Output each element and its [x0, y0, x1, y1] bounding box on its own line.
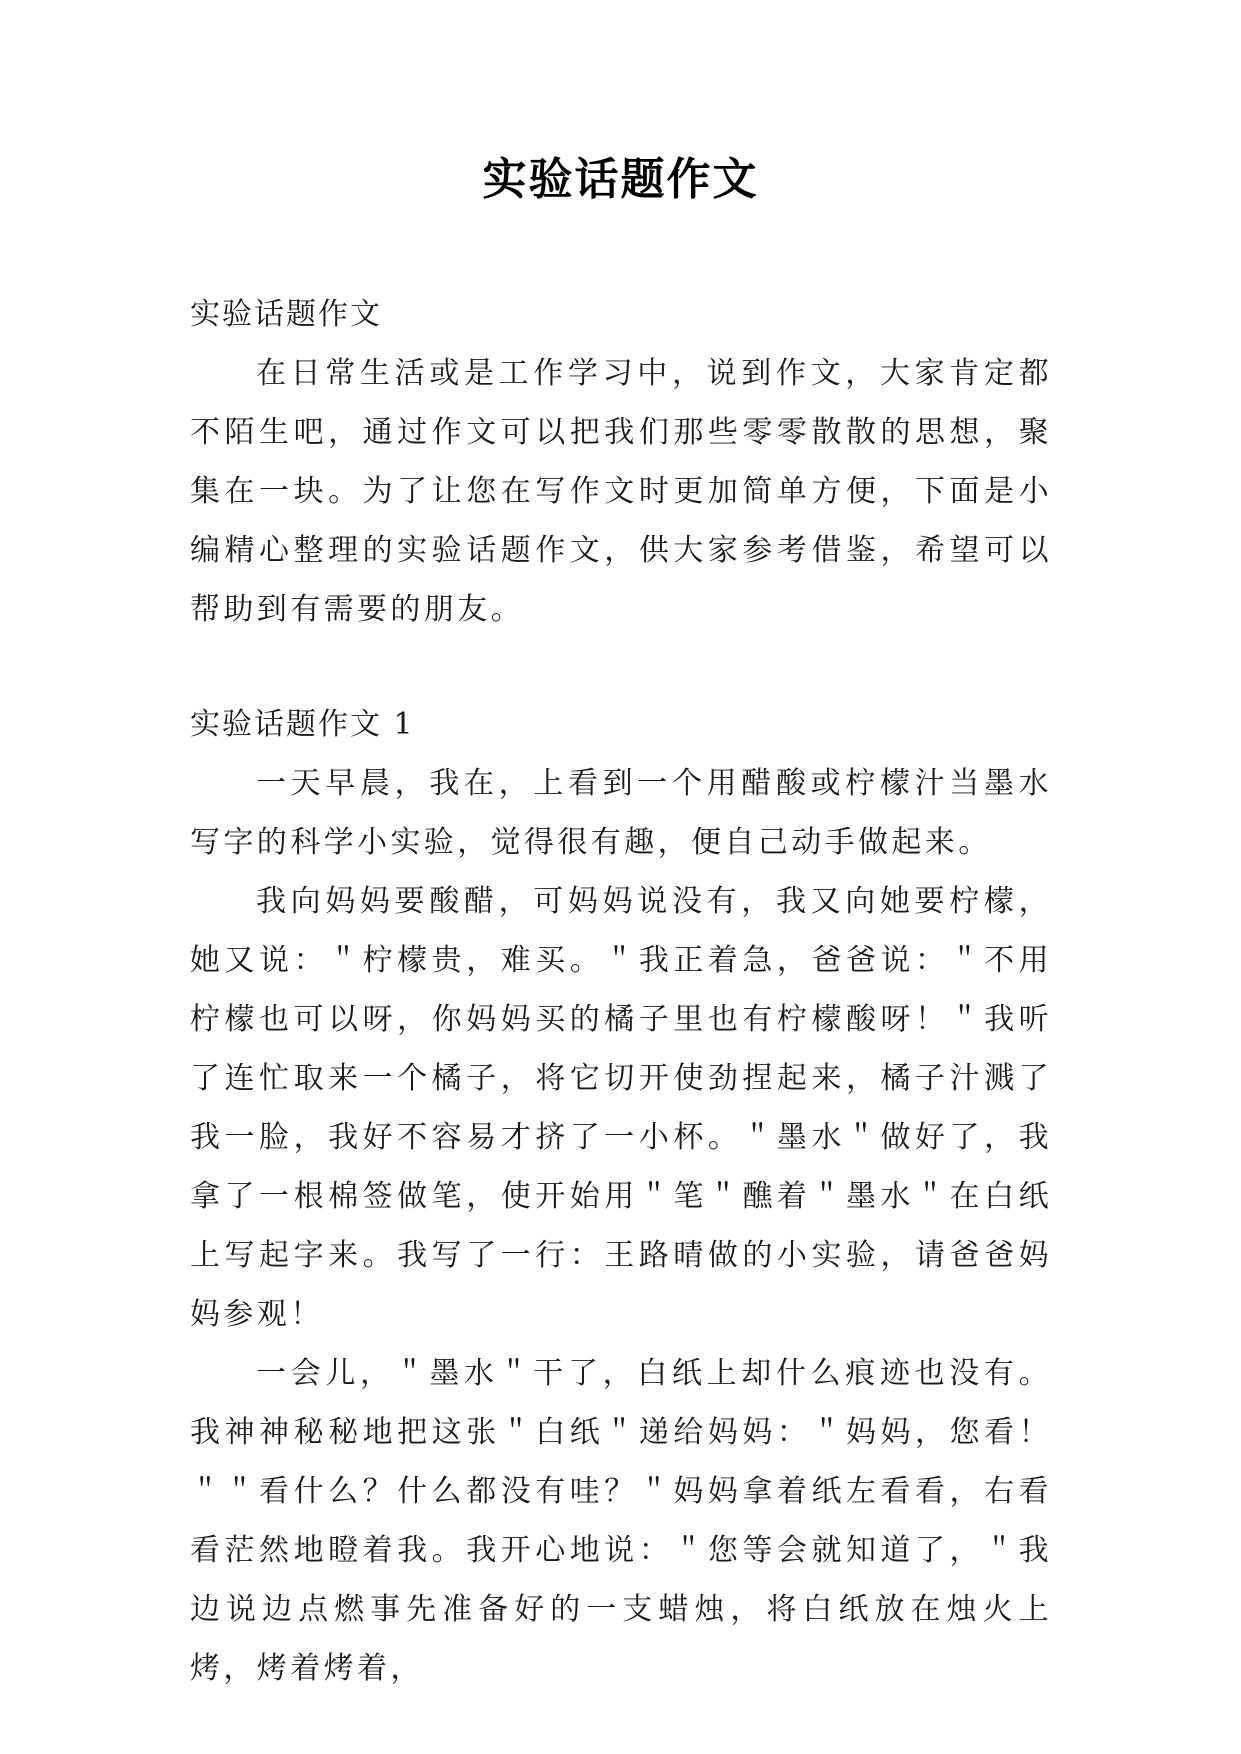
document-subtitle: 实验话题作文 — [190, 297, 382, 332]
body-paragraph: 我向妈妈要酸醋，可妈妈说没有，我又向她要柠檬，她又说：＂柠檬贵，难买。＂我正着急，爸爸说：＂不用柠檬也可以呀，你妈妈买的橘子里也有柠檬酸呀！＂我听了连忙取来一个橘子，将它切开使劲捏起来，橘子汁溅了我一脸，我好不容易才挤了一小杯。＂墨水＂做好了，我拿了一根棉签做笔，使开始用＂笔＂醮着＂墨水＂在白纸上写起字来。我写了一行：王路晴做的小实验，请爸爸妈妈参观！ — [190, 884, 1052, 1332]
document-body — [190, 285, 1052, 1698]
section-spacer — [190, 639, 1052, 695]
section-heading: 实验话题作文 1 — [190, 707, 415, 742]
page-title: 实验话题作文 — [482, 154, 759, 205]
body-paragraph: 一会儿，＂墨水＂干了，白纸上却什么痕迹也没有。我神神秘秘地把这张＂白纸＂递给妈妈：＂妈妈，您看！＂＂看什么？什么都没有哇？＂妈妈拿着纸左看看，右看看茫然地瞪着我。我开心地说：＂您等会就知道了，＂我边说边点燃事先准备好的一支蜡烛，将白纸放在烛火上烤，烤着烤着， — [190, 1356, 1052, 1686]
body-paragraph: 一天早晨，我在，上看到一个用醋酸或柠檬汁当墨水写字的科学小实验，觉得很有趣，便自己动手做起来。 — [190, 766, 1052, 860]
intro-paragraph: 在日常生活或是工作学习中，说到作文，大家肯定都不陌生吧，通过作文可以把我们那些零零散散的思想，聚集在一块。为了让您在写作文时更加简单方便，下面是小编精心整理的实验话题作文，供大家参考借鉴，希望可以帮助到有需要的朋友。 — [190, 356, 1052, 627]
